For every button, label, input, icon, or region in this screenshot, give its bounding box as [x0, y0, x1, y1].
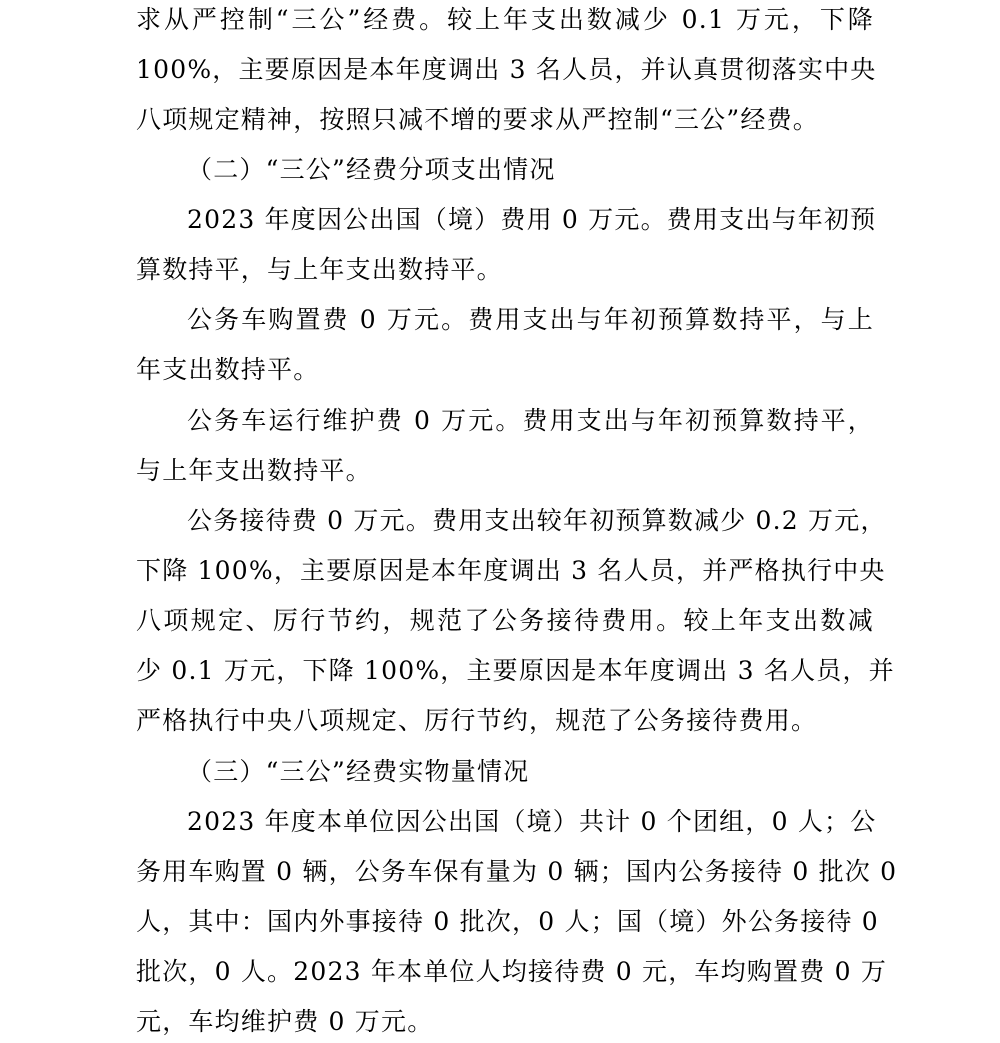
paragraph-line: 少 0.1 万元，下降 100%，主要原因是本年度调出 3 名人员，并: [136, 656, 895, 685]
paragraph-line: 公务车购置费 0 万元。费用支出与年初预算数持平，与上: [187, 305, 874, 334]
paragraph-line: 八项规定精神，按照只减不增的要求从严控制“三公”经费。: [136, 105, 819, 134]
paragraph-line: 元，车均维护费 0 万元。: [136, 1007, 434, 1036]
section-heading: （三）“三公”经费实物量情况: [187, 757, 530, 786]
paragraph-line: 八项规定、厉行节约，规范了公务接待费用。较上年支出数减: [136, 606, 874, 635]
paragraph-line: 严格执行中央八项规定、厉行节约，规范了公务接待费用。: [136, 706, 818, 735]
paragraph-line: 公务车运行维护费 0 万元。费用支出与年初预算数持平，: [187, 406, 874, 435]
paragraph-line: 务用车购置 0 辆，公务车保有量为 0 辆；国内公务接待 0 批次 0: [136, 857, 898, 886]
paragraph-line: 与上年支出数持平。: [136, 456, 372, 485]
paragraph-line: 2023 年度因公出国（境）费用 0 万元。费用支出与年初预: [187, 205, 877, 234]
section-heading: （二）“三公”经费分项支出情况: [187, 155, 556, 184]
paragraph-line: 算数持平，与上年支出数持平。: [136, 255, 503, 284]
paragraph-line: 2023 年度本单位因公出国（境）共计 0 个团组，0 人；公: [187, 807, 877, 836]
paragraph-line: 年支出数持平。: [136, 355, 320, 384]
paragraph-line: 公务接待费 0 万元。费用支出较年初预算数减少 0.2 万元，: [187, 506, 887, 535]
paragraph-line: 100%，主要原因是本年度调出 3 名人员，并认真贯彻落实中央: [136, 55, 877, 84]
paragraph-line: 下降 100%，主要原因是本年度调出 3 名人员，并严格执行中央: [136, 556, 886, 585]
paragraph-line: 批次，0 人。2023 年本单位人均接待费 0 元，车均购置费 0 万: [136, 957, 888, 986]
paragraph-line: 求从严控制“三公”经费。较上年支出数减少 0.1 万元，下降: [136, 5, 874, 34]
paragraph-line: 人，其中：国内外事接待 0 批次，0 人；国（境）外公务接待 0: [136, 907, 879, 936]
